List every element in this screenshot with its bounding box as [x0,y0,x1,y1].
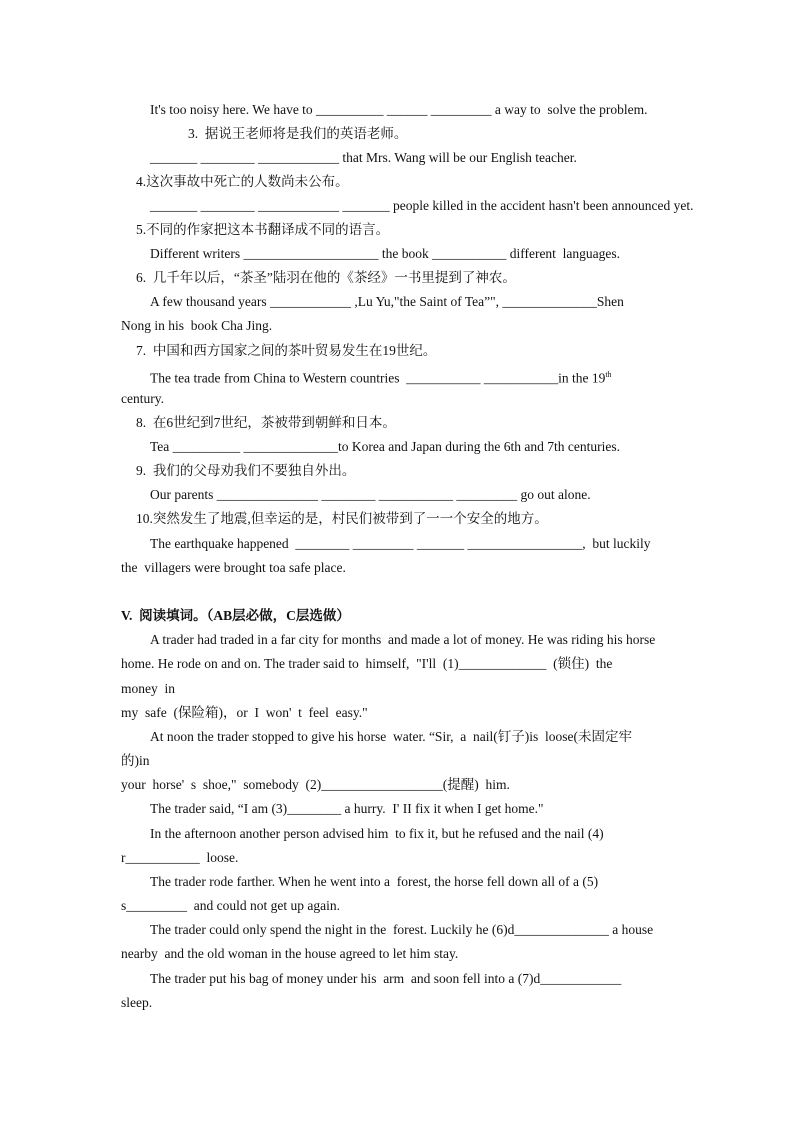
exercise-prompt-7: 7. 中国和西方国家之间的茶叶贸易发生在19世纪。 [136,343,437,358]
exercise-line: _______ ________ ____________ that Mrs. Wang will be our English teacher. [150,150,577,165]
exercise-line: century. [121,391,164,406]
exercise-prompt-5: 5.不同的作家把这本书翻译成不同的语言。 [136,222,390,237]
passage-line: The trader said, “I am (3)________ a hurry. I' II fix it when I get home." [150,801,544,816]
passage-line: s_________ and could not get up again. [121,898,340,913]
passage-line: The trader put his bag of money under his arm and soon fell into a (7)d____________ [150,971,622,986]
exercise-prompt-6: 6. 几千年以后，“茶圣”陆羽在他的《茶经》一书里提到了神农。 [136,270,516,285]
exercise-line: the villagers were brought toa safe place. [121,560,346,575]
passage-line: 的)in [121,753,150,768]
passage-line: my safe (保险箱)，or I won' t feel easy." [121,705,368,720]
exercise-line: Our parents _______________ ________ ___________ _________ go out alone. [150,487,591,502]
exercise-line: Nong in his book Cha Jing. [121,318,273,333]
exercise-prompt-4: 4.这次事故中死亡的人数尚未公布。 [136,174,349,189]
exercise-prompt-8: 8. 在6世纪到7世纪，茶被带到朝鲜和日本。 [136,415,396,430]
exercise-line: A few thousand years ____________ ,Lu Yu,"the Saint of Tea”", ______________Shen [150,294,624,309]
passage-line: sleep. [121,995,153,1010]
passage-line: home. He rode on and on. The trader said to himself, "I'll (1)_____________ (锁住) the [121,656,613,671]
passage-line: In the afternoon another person advised him to fix it, but he refused and the nail (4) [150,826,604,841]
passage-line: The trader could only spend the night in the forest. Luckily he (6)d______________ a house [150,922,654,937]
exercise-line-text: The tea trade from China to Western countries ___________ ___________in the 19 [150,370,606,386]
exercise-line [150,366,612,388]
exercise-line: _______ ________ ____________ _______ people killed in the accident hasn't been announced yet. [150,198,694,213]
exercise-line: The earthquake happened ________ _________ _______ _________________, but luckily [150,536,651,551]
exercise-prompt-10: 10.突然发生了地震,但幸运的是，村民们被带到了一一个安全的地方。 [136,511,548,526]
passage-line: The trader rode farther. When he went into a forest, the horse fell down all of a (5) [150,874,599,889]
passage-line: your horse' s shoe," somebody (2)__________________(提醒) him. [121,777,510,792]
passage-line: At noon the trader stopped to give his horse water. “Sir, a nail(钉子)is loose(未固定牢 [150,729,632,744]
passage-line: nearby and the old woman in the house agreed to let him stay. [121,946,459,961]
exercise-line: Tea __________ ______________to Korea and Japan during the 6th and 7th centuries. [150,439,620,454]
passage-line: A trader had traded in a far city for months and made a lot of money. He was riding his horse [150,632,656,647]
ordinal-superscript: th [605,370,612,379]
exercise-prompt-9: 9. 我们的父母劝我们不要独自外出。 [136,463,356,478]
section-heading: V. 阅读填词。（AB层必做，C层选做） [121,608,350,623]
passage-line: money in [121,681,175,696]
exercise-prompt-3: 3. 据说王老师将是我们的英语老师。 [188,126,408,141]
passage-line: r___________ loose. [121,850,239,865]
exercise-line: It's too noisy here. We have to __________ ______ _________ a way to solve the problem. [150,102,648,117]
exercise-line: Different writers ____________________ the book ___________ different languages. [150,246,621,261]
